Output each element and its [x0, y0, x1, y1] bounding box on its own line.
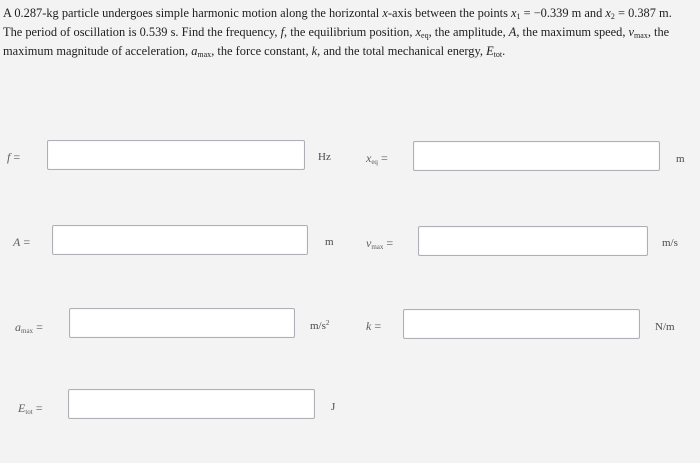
amplitude-input[interactable] [52, 225, 308, 255]
total-energy-input[interactable] [68, 389, 315, 419]
problem-text: , the amplitude, [428, 25, 509, 39]
problem-text: , the force constant, [211, 44, 312, 58]
problem-text: , the equilibrium position, [284, 25, 416, 39]
problem-text: = −0.339 m and [520, 6, 606, 20]
amax-label-eq: = [33, 320, 43, 334]
problem-text: , the maximum speed, [516, 25, 629, 39]
vmax-subscript: max [634, 31, 648, 40]
Etot-label-var: E [18, 401, 26, 415]
frequency-input[interactable] [47, 140, 305, 170]
f-label-eq: = [10, 150, 21, 164]
x2-variable: x [605, 6, 611, 20]
vmax-variable: v [628, 25, 635, 39]
problem-text: -axis between the points [387, 6, 512, 20]
amax-unit [310, 320, 329, 332]
Etot-subscript: tot [493, 50, 503, 59]
vmax-label-sub: max [371, 243, 384, 251]
vmax-unit-text: m/s [662, 237, 678, 249]
xeq-label-eq: = [377, 151, 388, 165]
xeq-variable: x [415, 25, 422, 39]
k-variable: k [311, 44, 318, 58]
f-label [7, 150, 20, 165]
k-label-eq: = [371, 319, 382, 333]
A-label-var: A [13, 235, 21, 249]
k-unit-text: N/m [655, 321, 675, 333]
A-variable: A [508, 25, 517, 39]
f-variable: f [280, 25, 285, 39]
problem-text: , the maximum magnitude of acceleration, [3, 25, 670, 58]
A-label-eq: = [20, 235, 31, 249]
f-label-var: f [7, 150, 11, 164]
Etot-label-sub: tot [25, 408, 33, 416]
x1-subscript: 1 [516, 12, 521, 21]
vmax-unit [662, 237, 678, 249]
Etot-variable: E [486, 44, 494, 58]
x1-variable: x [511, 6, 517, 20]
A-label [13, 235, 30, 250]
xeq-unit [676, 153, 685, 165]
xeq-subscript: eq [421, 31, 429, 40]
amax-label-sub: max [21, 327, 34, 335]
equilibrium-position-input[interactable] [413, 141, 660, 171]
amax-unit-exponent: 2 [325, 319, 330, 327]
amax-variable: a [191, 44, 198, 58]
amax-subscript: max [197, 50, 212, 59]
xeq-unit-text: m [676, 153, 685, 165]
xeq-label [366, 151, 388, 166]
Etot-label-eq: = [32, 401, 43, 415]
A-unit-text: m [325, 236, 334, 248]
problem-text: , and the total mechanical energy, [317, 44, 487, 58]
amax-label-var: a [15, 320, 21, 334]
amax-label [15, 320, 43, 335]
k-label [366, 319, 381, 334]
max-acceleration-input[interactable] [69, 308, 295, 338]
f-unit [318, 151, 331, 163]
max-speed-input[interactable] [418, 226, 648, 256]
vmax-label-eq: = [383, 236, 394, 250]
Etot-label [18, 401, 43, 416]
f-unit-text: Hz [318, 151, 331, 163]
problem-text: = 0.387 m. The period of oscillation is 0.539 s. Find the frequency, [3, 6, 672, 39]
problem-text: . [502, 44, 506, 58]
x2-subscript: 2 [610, 12, 615, 21]
amax-unit-text: m/s [310, 320, 326, 332]
force-constant-input[interactable] [403, 309, 640, 339]
Etot-unit [331, 401, 335, 413]
vmax-label-var: v [366, 236, 372, 250]
k-label-var: k [366, 319, 372, 333]
A-unit [325, 236, 334, 248]
xeq-label-var: x [366, 151, 372, 165]
problem-statement [3, 4, 693, 61]
Etot-unit-text: J [331, 401, 336, 413]
k-unit [655, 321, 675, 333]
x-axis-variable: x [382, 6, 388, 20]
vmax-label [366, 236, 393, 251]
xeq-label-sub: eq [371, 158, 378, 166]
problem-text: A 0.287-kg particle undergoes simple harmonic motion along the horizontal [3, 6, 383, 20]
